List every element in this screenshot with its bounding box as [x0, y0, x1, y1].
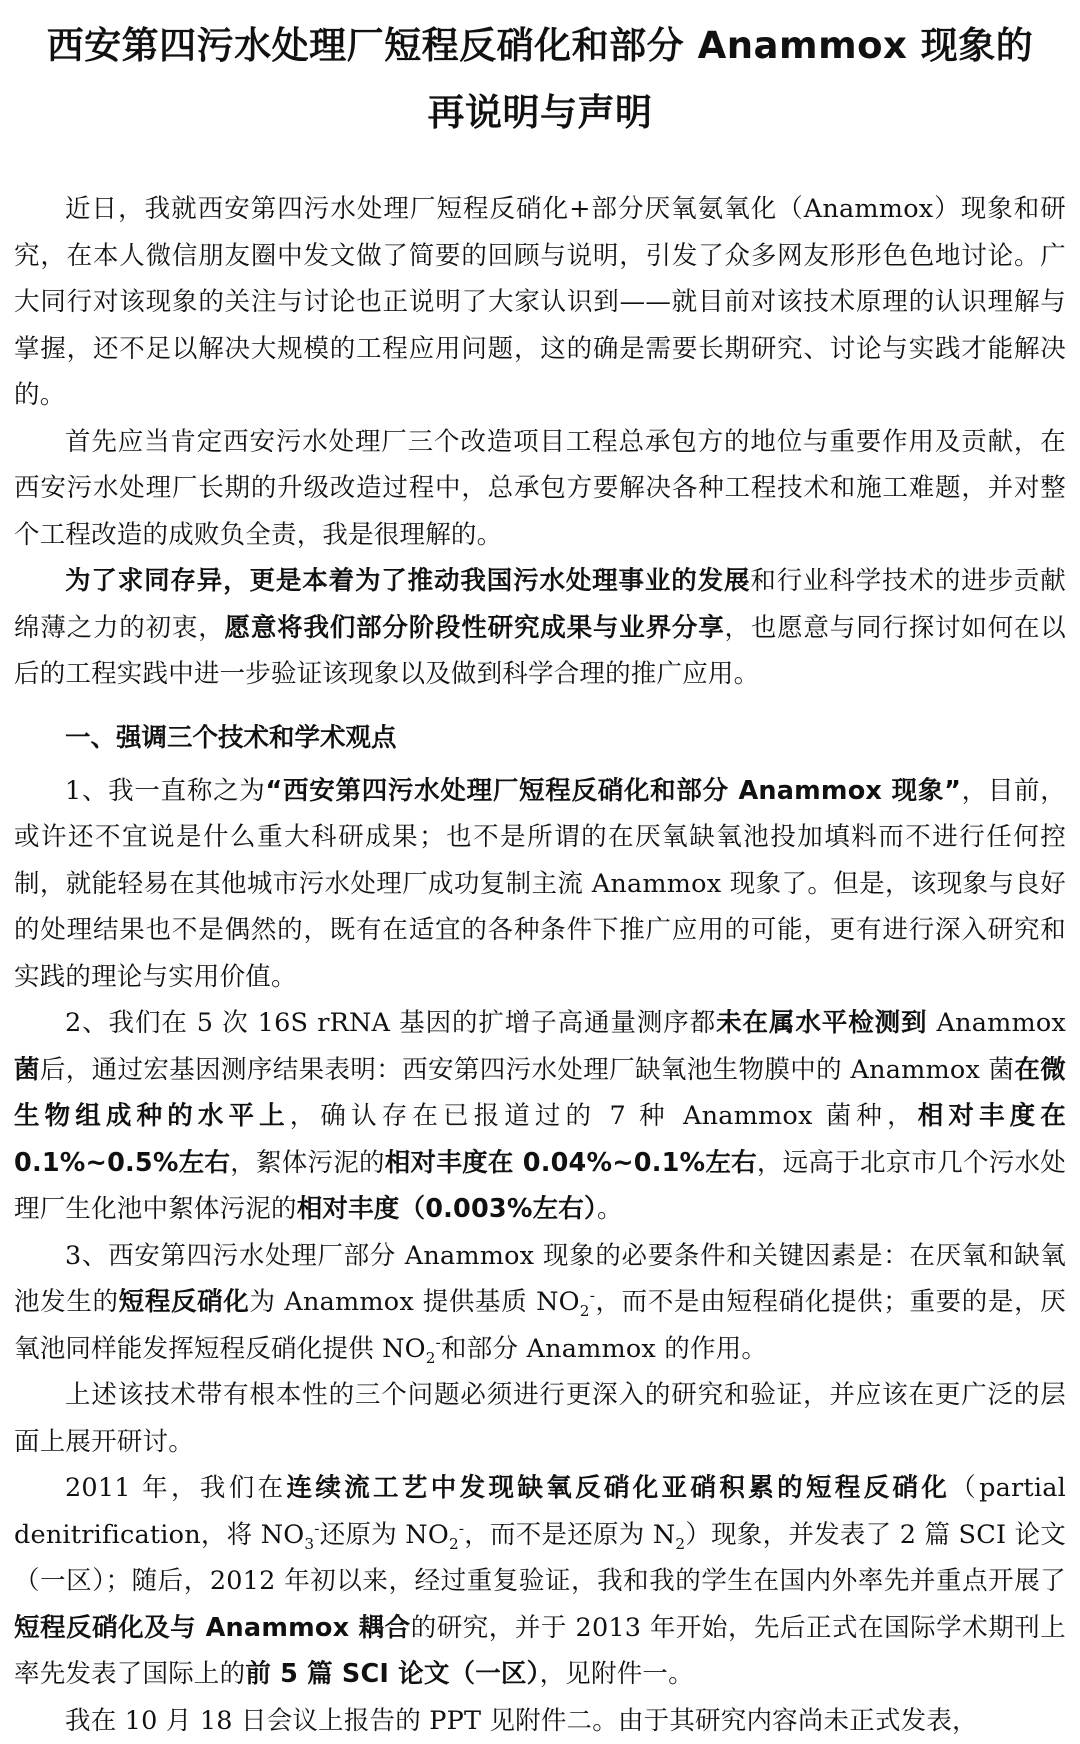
- paragraph-purpose: [14, 558, 1066, 698]
- body-text: 为 Anammox 提供基质 NO: [249, 1287, 579, 1317]
- body-text: 。: [597, 1194, 623, 1224]
- bold-text: 相对丰度（0.003%左右）: [297, 1194, 597, 1224]
- title-line-2: 再说明与声明: [14, 79, 1066, 146]
- bold-text: 短程反硝化: [119, 1287, 250, 1317]
- bold-text: 前 5 篇 SCI 论文（一区）: [245, 1659, 539, 1689]
- bold-text: 连续流工艺中发现缺氧反硝化亚硝积累的短程反硝化: [286, 1473, 950, 1503]
- bold-text: 相对丰度在 0.1%~0.5%左右: [14, 1101, 1066, 1178]
- body-text: 和部分 Anammox 的作用。: [441, 1334, 767, 1364]
- body-text: 后，通过宏基因测序结果表明：西安第四污水处理厂缺氧池生物膜中的 Anammox 菌: [40, 1055, 1015, 1085]
- document-body: [14, 186, 1066, 1744]
- subscript: 3: [304, 1535, 314, 1553]
- body-text: ，目前，或许还不宜说是什么重大科研成果；也不是所谓的在厌氧缺氧池投加填料而不进行任何控制，就能轻易在其他城市污水处理厂成功复制主流 Anammox 现象了。但是，该现象与良好的处理结果也不是偶然的，既有在适宜的各种条件下推广应用的可能，更有进行深入研究和实践的理论与实用价值。: [14, 776, 1066, 992]
- paragraph-point-1: [14, 768, 1066, 1001]
- superscript: -: [314, 1519, 319, 1537]
- bold-text: 在微生物组成种的水平上: [14, 1055, 1066, 1132]
- paragraph-point-2: [14, 1000, 1066, 1233]
- bold-text: 菌: [14, 1055, 40, 1085]
- body-text: Anammox: [927, 1008, 1066, 1038]
- body-text: 和行业科学技术的进步贡献绵薄之力的初衷，: [14, 566, 1066, 643]
- body-text: 2、我们在 5 次 16S rRNA 基因的扩增子高通量测序都: [65, 1008, 716, 1038]
- body-text: ，远高于北京市几个污水处理厂生化池中絮体污泥的: [14, 1148, 1066, 1225]
- subscript: 2: [449, 1535, 459, 1553]
- body-text: ，确认存在已报道过的 7 种 Anammox 菌种，: [290, 1101, 918, 1131]
- body-text: 3、西安第四污水处理厂部分 Anammox 现象的必要条件和关键因素是：在厌氧和缺氧池发生的: [14, 1241, 1066, 1318]
- body-text: ，也愿意与同行探讨如何在以后的工程实践中进一步验证该现象以及做到科学合理的推广应用。: [14, 613, 1066, 690]
- body-text: ，见附件一。: [540, 1659, 694, 1689]
- document-title: [14, 12, 1066, 146]
- body-text: ）现象，并发表了 2 篇 SCI 论文（一区）；随后，2012 年初以来，经过重复验证，我和我的学生在国内外率先并重点开展了: [14, 1520, 1066, 1597]
- body-text: 还原为 NO: [320, 1520, 449, 1550]
- body-text: ，而不是由短程硝化提供；重要的是，厌氧池同样能发挥短程反硝化提供 NO: [14, 1287, 1066, 1364]
- bold-text: “西安第四污水处理厂短程反硝化和部分 Anammox 现象”: [266, 776, 962, 806]
- paragraph-history: [14, 1465, 1066, 1698]
- body-text: 2011 年，我们在: [65, 1473, 286, 1503]
- body-text: 的研究，并于 2013 年开始，先后正式在国际学术期刊上率先发表了国际上的: [14, 1613, 1066, 1690]
- body-text: ，而不是还原为 N: [464, 1520, 675, 1550]
- body-text: ，絮体污泥的: [230, 1148, 385, 1178]
- title-line-1: 西安第四污水处理厂短程反硝化和部分 Anammox 现象的: [14, 12, 1066, 79]
- bold-text: 愿意将我们部分阶段性研究成果与业界分享: [225, 613, 725, 643]
- bold-text: 短程反硝化及与 Anammox 耦合: [14, 1613, 411, 1643]
- paragraph-attachment: 我在 10 月 18 日会议上报告的 PPT 见附件二。由于其研究内容尚未正式发表，: [14, 1698, 1066, 1744]
- bold-text: 相对丰度在 0.04%~0.1%左右: [385, 1148, 757, 1178]
- bold-text: 为了求同存异，更是本着为了推动我国污水处理事业的发展: [65, 566, 750, 596]
- body-text: 1、我一直称之为: [65, 776, 266, 806]
- subscript: 2: [426, 1349, 436, 1367]
- bold-text: 未在属水平检测到: [716, 1008, 927, 1038]
- paragraph-point-3: [14, 1233, 1066, 1373]
- subscript: 2: [580, 1302, 590, 1320]
- paragraph-summary: 上述该技术带有根本性的三个问题必须进行更深入的研究和验证，并应该在更广泛的层面上展开研讨。: [14, 1372, 1066, 1465]
- paragraph-intro: 近日，我就西安第四污水处理厂短程反硝化+部分厌氧氨氧化（Anammox）现象和研究，在本人微信朋友圈中发文做了简要的回顾与说明，引发了众多网友形形色色地讨论。广大同行对该现象的关注与讨论也正说明了大家认识到——就目前对该技术原理的认识理解与掌握，还不足以解决大规模的工程应用问题，这的确是需要长期研究、讨论与实践才能解决的。: [14, 186, 1066, 419]
- superscript: -: [590, 1287, 595, 1305]
- body-text: （partial denitrification，将 NO: [14, 1473, 1066, 1550]
- superscript: -: [436, 1333, 441, 1351]
- superscript: -: [459, 1519, 464, 1537]
- subscript: 2: [675, 1535, 685, 1553]
- section-heading: 一、强调三个技术和学术观点: [14, 714, 1066, 762]
- paragraph-contractor: 首先应当肯定西安污水处理厂三个改造项目工程总承包方的地位与重要作用及贡献，在西安污水处理厂长期的升级改造过程中，总承包方要解决各种工程技术和施工难题，并对整个工程改造的成败负全责，我是很理解的。: [14, 419, 1066, 559]
